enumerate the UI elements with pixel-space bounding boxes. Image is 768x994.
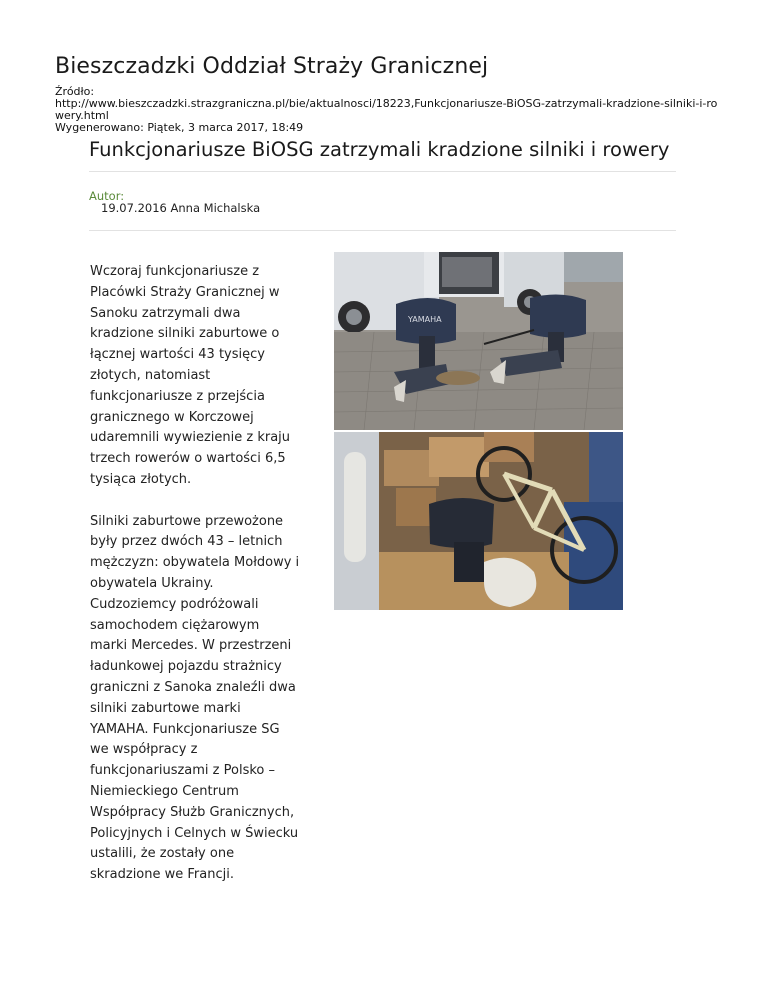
author-label: Autor: <box>89 189 125 203</box>
divider-top <box>89 171 676 172</box>
document-meta <box>55 86 725 134</box>
article-paragraph: Wczoraj funkcjonariusze z Placówki Straży Granicznej w Sanoku zatrzymali dwa kradzione silniki zaburtowe o łącznej wartości 43 tysięcy złotych, natomiast funkcjonariusze z przejścia granicznego w Korczowej udaremnili wywiezienie z kraju trzech rowerów o wartości 6,5 tysiąca złotych. <box>90 264 291 487</box>
generated-date: Wygenerowano: Piątek, 3 marca 2017, 18:49 <box>55 121 304 134</box>
divider-bottom <box>89 230 676 231</box>
svg-text:YAMAHA: YAMAHA <box>408 315 442 324</box>
outboard-motors-photo <box>334 252 623 430</box>
source-label: Źródło: <box>55 85 95 98</box>
site-title: Bieszczadzki Oddział Straży Granicznej <box>55 54 489 79</box>
bicycles-in-van-photo <box>334 432 623 610</box>
source-url[interactable]: http://www.bieszczadzki.strazgraniczna.pl/bie/aktualnosci/18223,Funkcjonariusze-BiOSG-zatrzymali-kradzione-silniki-i-rowery.html <box>55 97 718 122</box>
article-title: Funkcjonariusze BiOSG zatrzymali kradzione silniki i rowery <box>89 138 670 161</box>
article-body <box>90 262 300 907</box>
author-date-name: 19.07.2016 Anna Michalska <box>101 201 261 215</box>
article-paragraph: Silniki zaburtowe przewożone były przez dwóch 43 – letnich mężczyzn: obywatela Mołdowy i obywatela Ukrainy. Cudzoziemcy podróżowali samochodem ciężarowym marki Mercedes. W przestrzeni ładunkowej pojazdu strażnicy graniczni z Sanoka znaleźli dwa silniki zaburtowe marki YAMAHA. Funkcjonariusze SG we współpracy z funkcjonariuszami z Polsko – Niemieckiego Centrum Współpracy Służb Granicznych, Policyjnych i Celnych w Świecku ustalili, że zostały one skradzione we Francji. <box>90 513 300 883</box>
